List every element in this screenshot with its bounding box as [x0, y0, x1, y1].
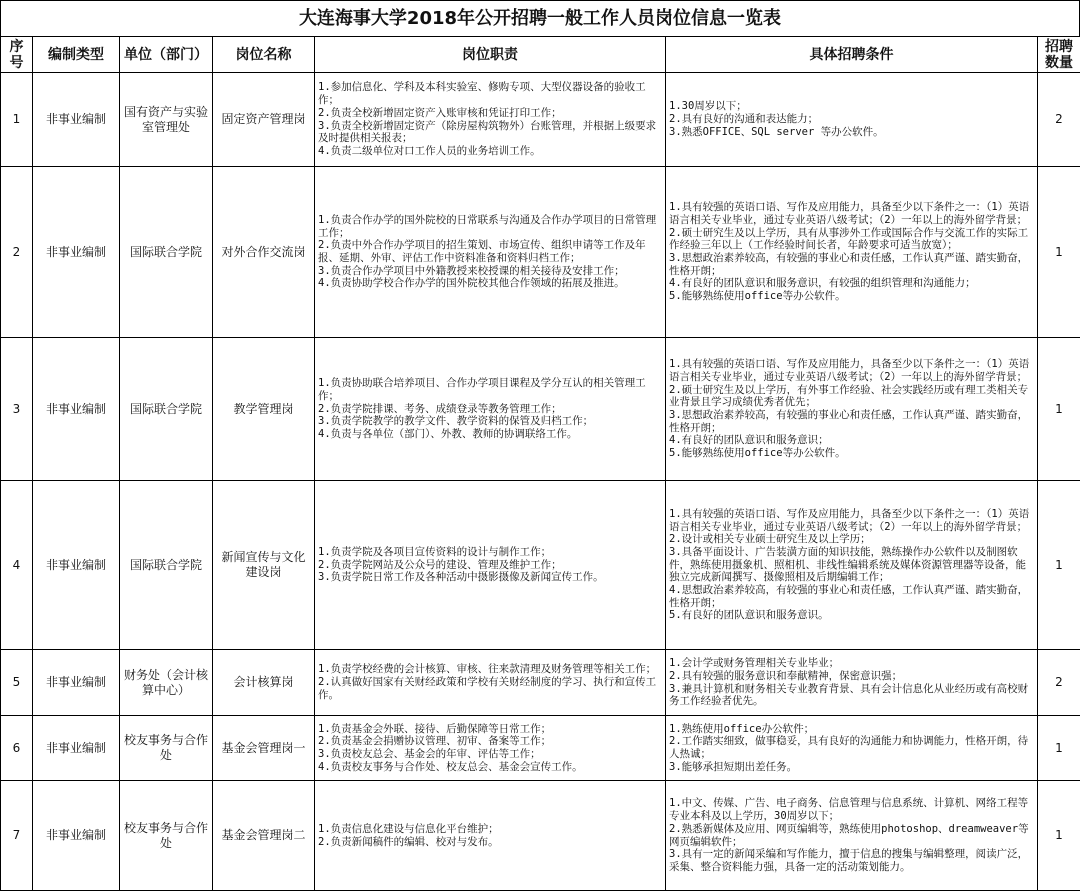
duties-line: 1.负责学校经费的会计核算、审核、往来款清理及财务管理等相关工作； — [318, 663, 662, 676]
duties-line: 2.认真做好国家有关财经政策和学校有关财经制度的学习、执行和宣传工作。 — [318, 676, 662, 701]
duties-line: 2.负责中外合作办学项目的招生策划、市场宣传、组织申请等工作及年报、延期、外审、评估工作中资料准备和资料归档工作； — [318, 239, 662, 264]
requirements-line: 2.具有较强的服务意识和奉献精神，保密意识强； — [669, 670, 1034, 683]
row-requirements — [666, 481, 1038, 650]
row-requirements — [666, 338, 1038, 481]
duties-line: 1.负责协助联合培养项目、合作办学项目课程及学分互认的相关管理工作； — [318, 377, 662, 402]
duties-line: 1.负责基金会外联、接待、后勤保障等日常工作； — [318, 723, 662, 736]
duties-line: 2.负责新闻稿件的编辑、校对与发布。 — [318, 836, 662, 849]
requirements-line: 3.熟悉OFFICE、SQL server 等办公软件。 — [669, 126, 1034, 139]
requirements-line: 1.具有较强的英语口语、写作及应用能力，具备至少以下条件之一：（1）英语语言相关专业毕业，通过专业英语八级考试；（2）一年以上的海外留学背景； — [669, 508, 1034, 533]
row-position: 教学管理岗 — [213, 338, 315, 481]
row-type: 非事业编制 — [33, 73, 120, 167]
row-position: 固定资产管理岗 — [213, 73, 315, 167]
requirements-line: 3.能够承担短期出差任务。 — [669, 761, 1034, 774]
duties-line: 2.负责全校新增固定资产入账审核和凭证打印工作； — [318, 107, 662, 120]
requirements-line: 5.有良好的团队意识和服务意识。 — [669, 609, 1034, 622]
requirements-line: 5.能够熟练使用office等办公软件。 — [669, 290, 1034, 303]
row-duties — [315, 716, 666, 781]
row-seq: 7 — [1, 781, 33, 891]
requirements-line: 1.会计学或财务管理相关专业毕业； — [669, 657, 1034, 670]
table-row — [1, 481, 1080, 650]
row-unit: 校友事务与合作处 — [120, 716, 213, 781]
duties-line: 1.负责信息化建设与信息化平台维护； — [318, 823, 662, 836]
row-position: 新闻宣传与文化建设岗 — [213, 481, 315, 650]
requirements-line: 2.熟悉新媒体及应用、网页编辑等，熟练使用photoshop、dreamweaver等网页编辑软件； — [669, 823, 1034, 848]
duties-line: 3.负责校友总会、基金会的年审、评估等工作； — [318, 748, 662, 761]
row-requirements — [666, 781, 1038, 891]
requirements-line: 4.有良好的团队意识和服务意识，有较强的组织管理和沟通能力； — [669, 277, 1034, 290]
row-seq: 6 — [1, 716, 33, 781]
requirements-line: 2.具有良好的沟通和表达能力； — [669, 113, 1034, 126]
row-duties — [315, 481, 666, 650]
requirements-line: 4.有良好的团队意识和服务意识； — [669, 434, 1034, 447]
header-unit: 单位（部门） — [120, 37, 213, 73]
table-body — [1, 73, 1080, 891]
row-count: 1 — [1038, 716, 1080, 781]
row-seq: 3 — [1, 338, 33, 481]
row-type: 非事业编制 — [33, 338, 120, 481]
duties-line: 3.负责全校新增固定资产（除房屋构筑物外）台账管理，并根据上级要求及时提供相关报表； — [318, 120, 662, 145]
row-duties — [315, 338, 666, 481]
table-row — [1, 338, 1080, 481]
row-requirements — [666, 716, 1038, 781]
duties-line: 2.负责基金会捐赠协议管理、初审、备案等工作； — [318, 735, 662, 748]
table-row — [1, 716, 1080, 781]
row-count: 1 — [1038, 338, 1080, 481]
row-requirements — [666, 73, 1038, 167]
row-unit: 财务处（会计核算中心） — [120, 650, 213, 716]
header-position: 岗位名称 — [213, 37, 315, 73]
row-unit: 国际联合学院 — [120, 338, 213, 481]
duties-line: 4.负责协助学校合作办学的国外院校其他合作领域的拓展及推进。 — [318, 277, 662, 290]
row-type: 非事业编制 — [33, 481, 120, 650]
requirements-line: 3.兼具计算机和财务相关专业教育背景、具有会计信息化从业经历或有高校财务工作经验者优先。 — [669, 683, 1034, 708]
duties-line: 4.负责二级单位对口工作人员的业务培训工作。 — [318, 145, 662, 158]
row-type: 非事业编制 — [33, 781, 120, 891]
row-seq: 5 — [1, 650, 33, 716]
requirements-line: 1.熟练使用office办公软件； — [669, 723, 1034, 736]
header-count: 招聘数量 — [1038, 37, 1080, 73]
requirements-line: 3.具备平面设计、广告装潢方面的知识技能，熟练操作办公软件以及制图软件，熟练使用摄象机、照相机、非线性编辑系统及媒体资源管理器等设备，能独立完成新闻撰写、摄像照相及后期编辑工作； — [669, 546, 1034, 584]
header-requirements: 具体招聘条件 — [666, 37, 1038, 73]
row-requirements — [666, 167, 1038, 338]
table-row — [1, 650, 1080, 716]
table-header — [1, 37, 1080, 73]
duties-line: 3.负责学院日常工作及各种活动中摄影摄像及新闻宣传工作。 — [318, 571, 662, 584]
row-duties — [315, 650, 666, 716]
row-seq: 1 — [1, 73, 33, 167]
duties-line: 3.负责学院教学的教学文件、教学资料的保管及归档工作； — [318, 415, 662, 428]
row-position: 会计核算岗 — [213, 650, 315, 716]
row-duties — [315, 167, 666, 338]
requirements-line: 2.工作踏实细致，做事稳妥，具有良好的沟通能力和协调能力，性格开朗，待人热诚； — [669, 735, 1034, 760]
table-row — [1, 167, 1080, 338]
duties-line: 1.参加信息化、学科及本科实验室、修购专项、大型仪器设备的验收工作； — [318, 81, 662, 106]
row-position: 对外合作交流岗 — [213, 167, 315, 338]
duties-line: 2.负责学院排课、考务、成绩登录等教务管理工作； — [318, 403, 662, 416]
requirements-line: 2.硕士研究生及以上学历，有外事工作经验、社会实践经历或有理工类相关专业背景且学习成绩优秀者优先； — [669, 384, 1034, 409]
row-count: 1 — [1038, 481, 1080, 650]
row-unit: 国际联合学院 — [120, 167, 213, 338]
requirements-line: 1.中文、传媒、广告、电子商务、信息管理与信息系统、计算机、网络工程等专业本科及以上学历，30周岁以下； — [669, 797, 1034, 822]
duties-line: 4.负责与各单位（部门）、外教、教师的协调联络工作。 — [318, 428, 662, 441]
header-duties: 岗位职责 — [315, 37, 666, 73]
row-type: 非事业编制 — [33, 650, 120, 716]
row-unit: 国有资产与实验室管理处 — [120, 73, 213, 167]
requirements-line: 3.思想政治素养较高，有较强的事业心和责任感，工作认真严谨、踏实勤奋，性格开朗； — [669, 252, 1034, 277]
row-unit: 校友事务与合作处 — [120, 781, 213, 891]
row-duties — [315, 73, 666, 167]
requirements-line: 1.具有较强的英语口语、写作及应用能力，具备至少以下条件之一：（1）英语语言相关专业毕业，通过专业英语八级考试；（2）一年以上的海外留学背景； — [669, 358, 1034, 383]
table-row — [1, 73, 1080, 167]
row-type: 非事业编制 — [33, 167, 120, 338]
row-seq: 4 — [1, 481, 33, 650]
requirements-line: 4.思想政治素养较高，有较强的事业心和责任感，工作认真严谨、踏实勤奋，性格开朗； — [669, 584, 1034, 609]
requirements-line: 3.思想政治素养较高，有较强的事业心和责任感，工作认真严谨、踏实勤奋，性格开朗； — [669, 409, 1034, 434]
duties-line: 2.负责学院网站及公众号的建设、管理及维护工作； — [318, 559, 662, 572]
row-position: 基金会管理岗二 — [213, 781, 315, 891]
requirements-line: 3.具有一定的新闻采编和写作能力，擅于信息的搜集与编辑整理，阅读广泛，采集、整合资料能力强，具备一定的活动策划能力。 — [669, 848, 1034, 873]
position-table — [0, 36, 1080, 891]
header-seq: 序号 — [1, 37, 33, 73]
row-count: 1 — [1038, 781, 1080, 891]
row-duties — [315, 781, 666, 891]
duties-line: 4.负责校友事务与合作处、校友总会、基金会宣传工作。 — [318, 761, 662, 774]
requirements-line: 1.具有较强的英语口语、写作及应用能力，具备至少以下条件之一：（1）英语语言相关专业毕业，通过专业英语八级考试；（2）一年以上的海外留学背景； — [669, 201, 1034, 226]
row-unit: 国际联合学院 — [120, 481, 213, 650]
requirements-line: 2.硕士研究生及以上学历，具有从事涉外工作或国际合作与交流工作的实际工作经验三年以上（工作经验时间长者，年龄要求可适当放宽）； — [669, 227, 1034, 252]
duties-line: 1.负责合作办学的国外院校的日常联系与沟通及合作办学项目的日常管理工作； — [318, 214, 662, 239]
requirements-line: 5.能够熟练使用office等办公软件。 — [669, 447, 1034, 460]
page-title: 大连海事大学2018年公开招聘一般工作人员岗位信息一览表 — [0, 0, 1080, 36]
table-row — [1, 781, 1080, 891]
row-count: 2 — [1038, 650, 1080, 716]
row-position: 基金会管理岗一 — [213, 716, 315, 781]
row-requirements — [666, 650, 1038, 716]
row-seq: 2 — [1, 167, 33, 338]
duties-line: 3.负责合作办学项目中外籍教授来校授课的相关接待及安排工作； — [318, 265, 662, 278]
row-type: 非事业编制 — [33, 716, 120, 781]
requirements-line: 2.设计或相关专业硕士研究生及以上学历； — [669, 533, 1034, 546]
requirements-line: 1.30周岁以下； — [669, 100, 1034, 113]
duties-line: 1.负责学院及各项目宣传资料的设计与制作工作； — [318, 546, 662, 559]
header-type: 编制类型 — [33, 37, 120, 73]
row-count: 2 — [1038, 73, 1080, 167]
row-count: 1 — [1038, 167, 1080, 338]
